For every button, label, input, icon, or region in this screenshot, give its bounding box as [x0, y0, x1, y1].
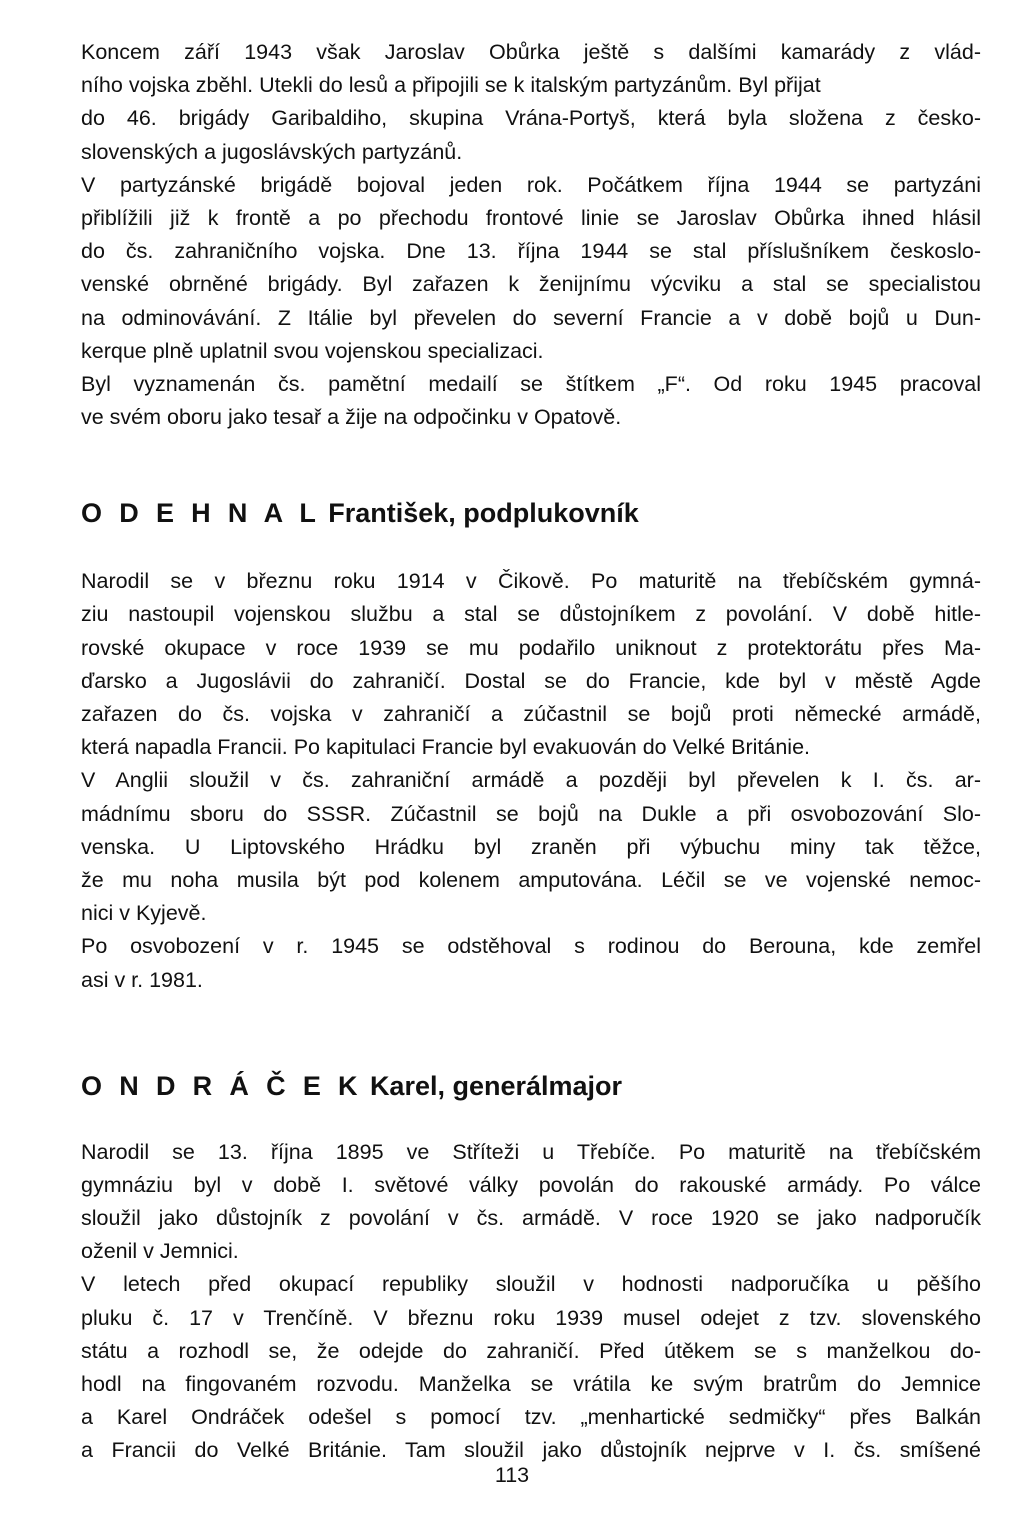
- text-line: asi v r. 1981.: [81, 967, 203, 992]
- text-line: V Anglii sloužil v čs. zahraniční armádě a později byl převelen k I. čs. ar-: [81, 768, 981, 793]
- text-line: a Karel Ondráček odešel s pomocí tzv. „menhartické sedmičky“ přes Balkán: [81, 1405, 981, 1430]
- heading-surname: O D E H N A L: [81, 498, 321, 529]
- page-number: 113: [494, 1463, 530, 1487]
- text-line: Narodil se 13. října 1895 ve Stříteži u Třebíče. Po maturitě na třebíčském: [81, 1139, 981, 1164]
- text-line: gymnáziu byl v době I. světové války povolán do rakouské armády. Po válce: [81, 1172, 981, 1197]
- text-line: státu a rozhodl se, že odejde do zahraničí. Před útěkem se s manželkou do-: [81, 1338, 981, 1363]
- section-heading-odehnal: [81, 496, 981, 530]
- text-line: ziu nastoupil vojenskou službu a stal se důstojníkem z povolání. V době hitle-: [81, 602, 981, 627]
- text-line: Po osvobození v r. 1945 se odstěhoval s rodinou do Berouna, kde zemřel: [81, 934, 981, 959]
- text-line: venska. U Liptovského Hrádku byl zraněn při výbuchu miny tak těžce,: [81, 834, 981, 859]
- heading-surname: O N D R Á Č E K: [81, 1070, 363, 1101]
- text-line: mádnímu sboru do SSSR. Zúčastnil se bojů na Dukle a při osvobozování Slo-: [81, 801, 981, 826]
- heading-name-rank: František, podplukovník: [328, 498, 639, 529]
- text-line: a Francii do Velké Británie. Tam sloužil jako důstojník nejprve v I. čs. smíšené: [81, 1438, 981, 1463]
- text-line: ďarsko a Jugoslávii do zahraničí. Dostal se do Francie, kde byl v městě Agde: [81, 668, 981, 693]
- intro-paragraph: [81, 36, 981, 434]
- text-line: na odminovávání. Z Itálie byl převelen do severní Francie a v době bojů u Dun-: [81, 305, 981, 330]
- text-line: V letech před okupací republiky sloužil v hodnosti nadporučíka u pěšího: [81, 1272, 981, 1297]
- text-line: sloužil jako důstojník z povolání v čs. armádě. V roce 1920 se jako nadporučík: [81, 1206, 981, 1231]
- text-line: ního vojska zběhl. Utekli do lesů a připojili se k italským partyzánům. Byl přijat: [81, 73, 821, 98]
- text-line: hodl na fingovaném rozvodu. Manželka se vrátila ke svým bratrům do Jemnice: [81, 1372, 981, 1396]
- text-line: která napadla Francii. Po kapitulaci Francie byl evakuován do Velké Británie.: [81, 735, 811, 760]
- ondracek-paragraph: [81, 1136, 981, 1468]
- section-heading-ondracek: [81, 1069, 981, 1103]
- text-line: do čs. zahraničního vojska. Dne 13. října 1944 se stal příslušníkem českoslo-: [81, 239, 981, 264]
- text-line: Koncem září 1943 však Jaroslav Obůrka ještě s dalšími kamarády z vlád-: [81, 40, 981, 64]
- text-line: V partyzánské brigádě bojoval jeden rok. Počátkem října 1944 se partyzáni: [81, 172, 981, 197]
- text-line: rovské okupace v roce 1939 se mu podařilo uniknout z protektorátu přes Ma-: [81, 635, 981, 660]
- text-line: pluku č. 17 v Trenčíně. V březnu roku 1939 musel odejet z tzv. slovenského: [81, 1305, 981, 1330]
- text-line: do 46. brigády Garibaldiho, skupina Vrána-Portyš, která byla složena z česko-: [81, 106, 981, 131]
- text-line: venské obrněné brigády. Byl zařazen k ženijnímu výcviku a stal se specialistou: [81, 272, 981, 297]
- text-line: kerque plně uplatnil svou vojenskou specializaci.: [81, 338, 544, 363]
- text-line: Byl vyznamenán čs. pamětní medailí se štítkem „F“. Od roku 1945 pracoval: [81, 371, 981, 396]
- text-line: nici v Kyjevě.: [81, 901, 207, 926]
- odehnal-paragraph: [81, 565, 981, 996]
- text-line: oženil v Jemnici.: [81, 1239, 239, 1264]
- text-line: slovenských a jugoslávských partyzánů.: [81, 139, 463, 164]
- text-line: ve svém oboru jako tesař a žije na odpočinku v Opatově.: [81, 405, 622, 430]
- heading-name-rank: Karel, generálmajor: [369, 1070, 623, 1101]
- text-line: zařazen do čs. vojska v zahraničí a zúčastnil se bojů proti německé armádě,: [81, 702, 981, 726]
- page-body: [81, 36, 981, 1468]
- text-line: že mu noha musila být pod kolenem amputována. Léčil se ve vojenské nemoc-: [81, 867, 981, 892]
- text-line: přiblížili již k frontě a po přechodu frontové linie se Jaroslav Obůrka ihned hlásil: [81, 205, 981, 230]
- text-line: Narodil se v březnu roku 1914 v Čikově. Po maturitě na třebíčském gymná-: [81, 569, 981, 594]
